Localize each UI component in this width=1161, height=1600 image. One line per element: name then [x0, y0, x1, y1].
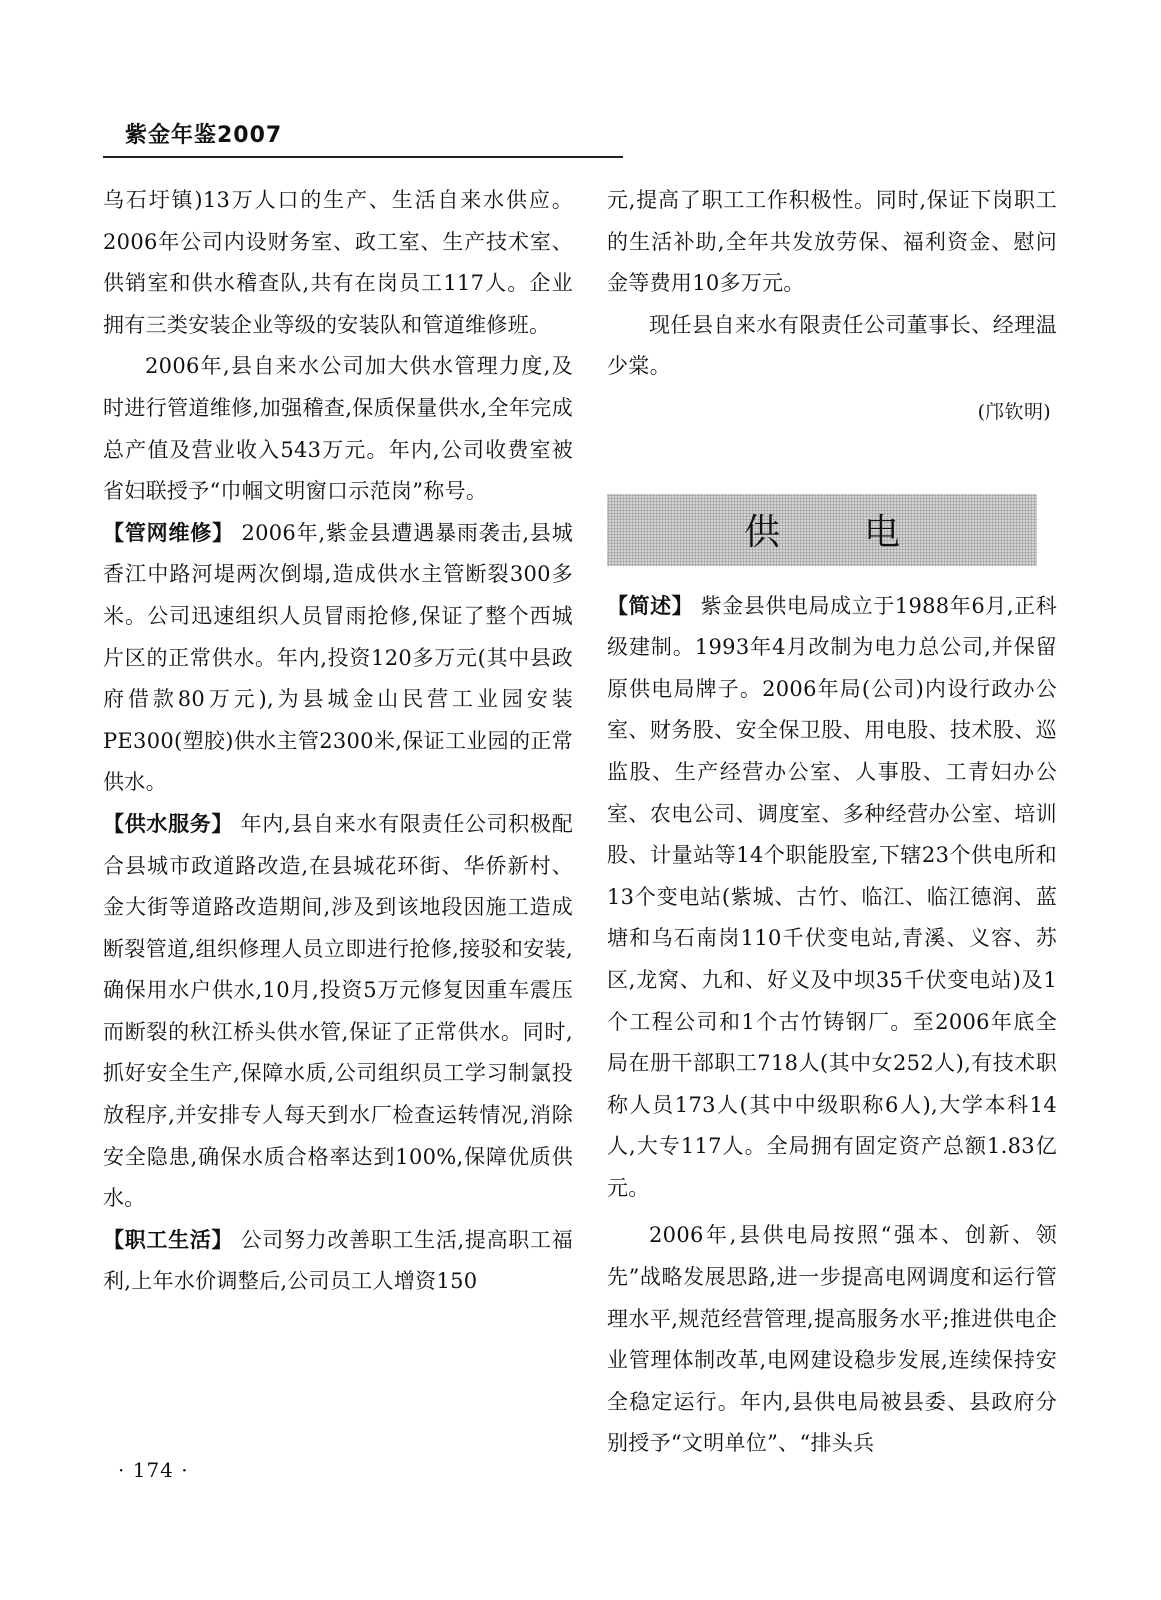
- section-banner-power-supply: [607, 494, 1037, 566]
- section-tag: 【简述】: [607, 593, 694, 618]
- water-management-paragraph: 2006年,县自来水公司加大供水管理力度,及时进行管道维修,加强稽查,保质保量供水,全年完成总产值及营业收入543万元。年内,公司收费室被省妇联授予“巾帼文明窗口示范岗”称号。: [103, 354, 573, 504]
- banner-title: 供电: [743, 512, 984, 554]
- leader-paragraph: 现任县自来水有限责任公司董事长、经理温少棠。: [607, 312, 1057, 379]
- section-text: 公司努力改善职工生活,提高职工福利,上年水价调整后,公司员工人增资150: [103, 1227, 573, 1294]
- staff-life-continuation: 元,提高了职工工作积极性。同时,保证下岗职工的生活补助,全年共发放劳保、福利资金、慰问金等费用10多万元。: [607, 188, 1057, 296]
- power-2006-paragraph: 2006年,县供电局按照“强本、创新、领先”战略发展思路,进一步提高电网调度和运行管理水平,规范经营管理,提高服务水平;推进供电企业管理体制改革,电网建设稳步发展,连续保持安全稳定运行。年内,县供电局被县委、县政府分别授予“文明单位”、“排头兵: [607, 1223, 1057, 1456]
- section-tag: 【管网维修】: [103, 520, 234, 545]
- left-column: [103, 180, 573, 1303]
- section-overview: [607, 586, 1057, 1210]
- header-rule: [103, 156, 623, 158]
- section-tag: 【供水服务】: [103, 811, 234, 836]
- section-text: 紫金县供电局成立于1988年6月,正科级建制。1993年4月改制为电力总公司,并保留原供电局牌子。2006年局(公司)内设行政办公室、财务股、安全保卫股、用电股、技术股、巡监股、生产经营办公室、人事股、工青妇办公室、农电公司、调度室、多种经营办公室、培训股、计量站等14个职能股室,下辖23个供电所和13个变电站(紫城、古竹、临江、临江德润、蓝塘和乌石南岗110千伏变电站,青溪、义容、苏区,龙窝、九和、好义及中坝35千伏变电站)及1个工程公司和1个古竹铸钢厂。至2006年底全局在册干部职工718人(其中女252人),有技术职称人员173人(其中中级职称6人),大学本科14人,大专117人。全局拥有固定资产总额1.83亿元。: [607, 593, 1057, 1200]
- section-water-service: [103, 804, 573, 1220]
- section-text: 2006年,紫金县遭遇暴雨袭击,县城香江中路河堤两次倒塌,造成供水主管断裂300多米。公司迅速组织人员冒雨抢修,保证了整个西城片区的正常供水。年内,投资120多万元(其中县政府借款80万元),为县城金山民营工业园安装PE300(塑胶)供水主管2300米,保证工业园的正常供水。: [103, 520, 573, 795]
- section-text: 年内,县自来水有限责任公司积极配合县城市政道路改造,在县城花环街、华侨新村、金大街等道路改造期间,涉及到该地段因施工造成断裂管道,组织修理人员立即进行抢修,接驳和安装,确保用水户供水,10月,投资5万元修复因重车震压而断裂的秋江桥头供水管,保证了正常供水。同时,抓好安全生产,保障水质,公司组织员工学习制氯投放程序,并安排专人每天到水厂检查运转情况,消除安全隐患,确保水质合格率达到100%,保障优质供水。: [103, 811, 573, 1211]
- yearbook-title: 紫金年鉴2007: [125, 123, 283, 148]
- page-number: · 174 ·: [118, 1458, 189, 1482]
- author-signature: (邝钦明): [977, 400, 1051, 423]
- running-header: [103, 118, 623, 160]
- right-column: [607, 180, 1057, 1465]
- section-pipe-repair: [103, 513, 573, 804]
- section-tag: 【职工生活】: [103, 1227, 234, 1252]
- water-supply-intro: 乌石圩镇)13万人口的生产、生活自来水供应。2006年公司内设财务室、政工室、生产技术室、供销室和供水稽查队,共有在岗员工117人。企业拥有三类安装企业等级的安装队和管道维修班。: [103, 188, 573, 337]
- section-staff-life: [103, 1220, 573, 1303]
